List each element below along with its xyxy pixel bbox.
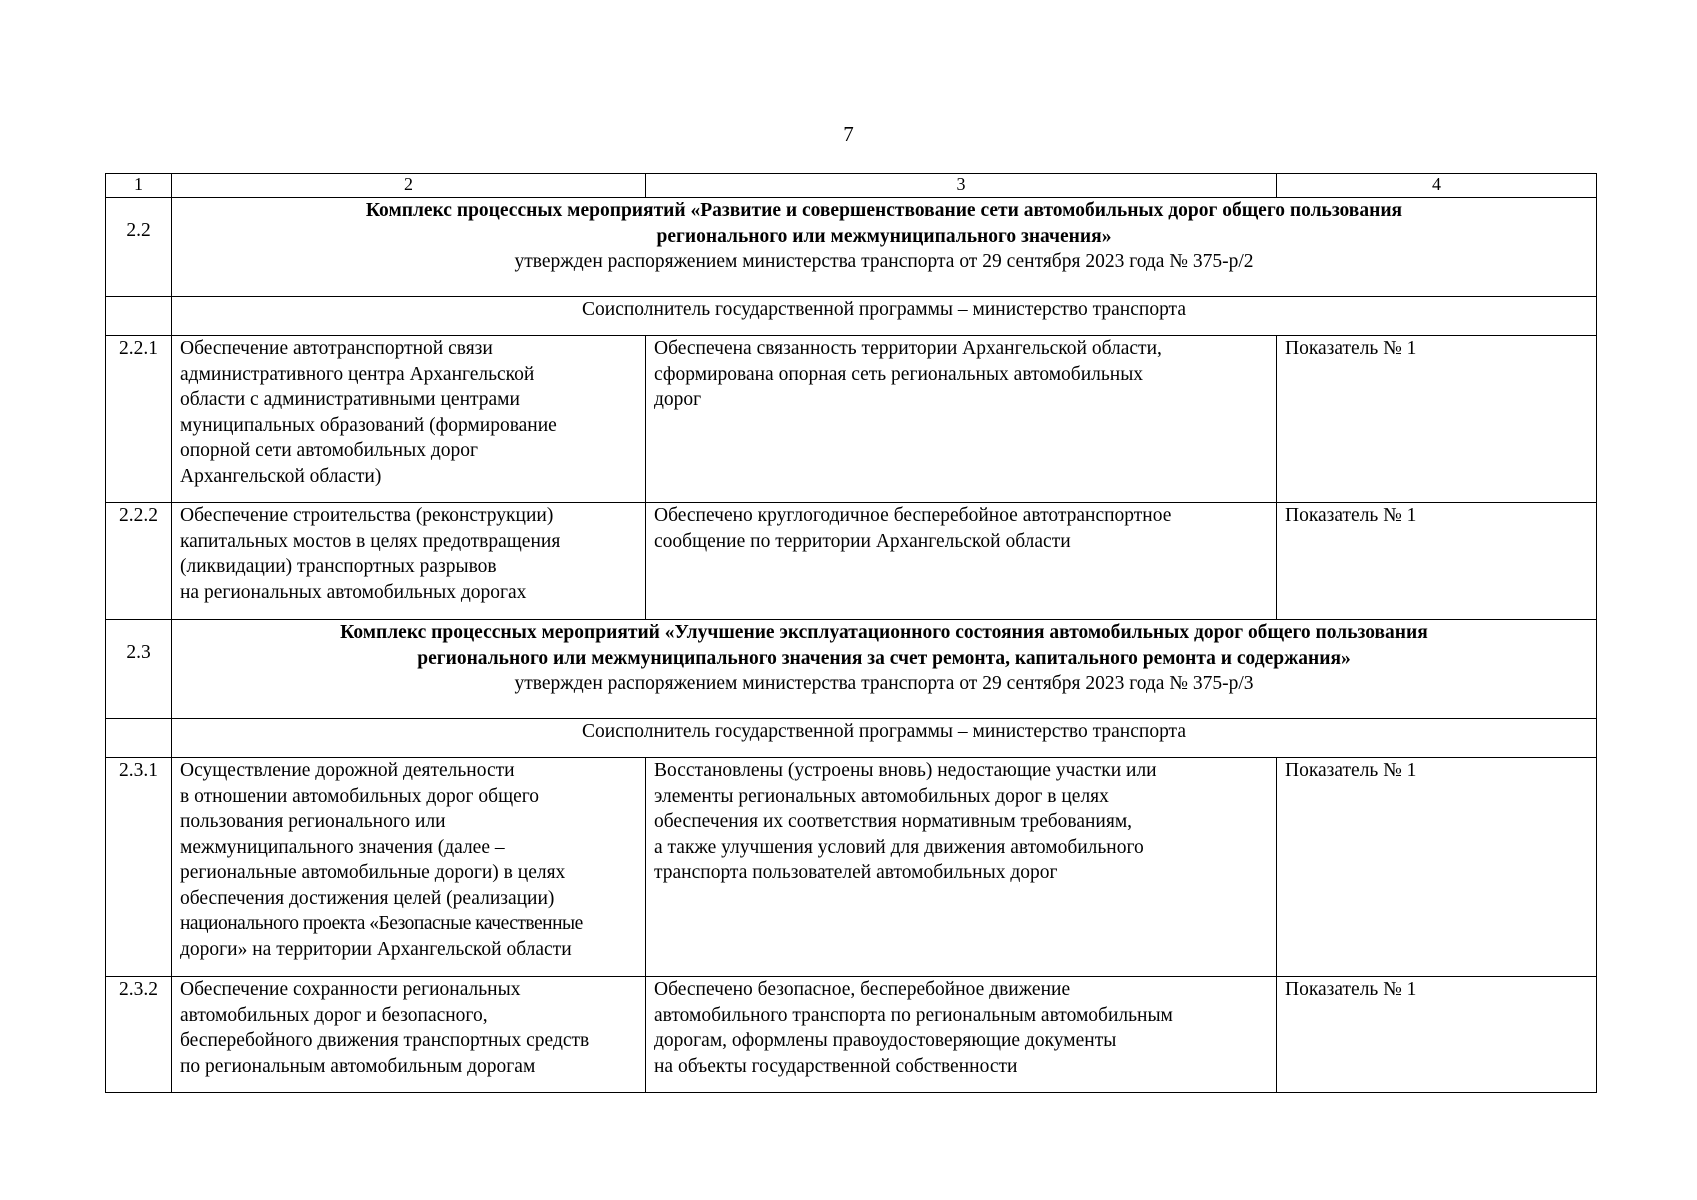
section-approval: утвержден распоряжением министерства транспорта от 29 сентября 2023 года № 375-р/2 — [514, 251, 1254, 272]
result-line: Обеспечено безопасное, бесперебойное движение — [654, 979, 1071, 1000]
coexecutor-row — [106, 297, 1597, 336]
result-cell — [646, 336, 1277, 503]
table-row — [106, 336, 1597, 503]
result-line: сообщение по территории Архангельской области — [654, 530, 1071, 552]
row-number: 2.3.1 — [106, 758, 172, 977]
row-number: 2.2.1 — [106, 336, 172, 503]
measures-table — [105, 173, 1597, 1093]
coexecutor-row — [106, 719, 1597, 758]
indicator-cell: Показатель № 1 — [1277, 503, 1597, 620]
section-title-line: Комплекс процессных мероприятий «Улучшение эксплуатационного состояния автомобильных дорог общего пользования — [340, 622, 1428, 643]
empty-cell — [106, 297, 172, 336]
task-line: национального проекта «Безопасные качественные — [180, 913, 583, 934]
table-row — [106, 503, 1597, 620]
section-title-line: регионального или межмуниципального значения» — [656, 225, 1112, 247]
task-line: на региональных автомобильных дорогах — [180, 581, 527, 603]
result-cell — [646, 758, 1277, 977]
task-line: опорной сети автомобильных дорог — [180, 440, 478, 461]
task-cell — [172, 758, 646, 977]
section-number: 2.2 — [106, 198, 172, 297]
task-line: Архангельской области) — [180, 465, 382, 487]
result-line: обеспечения их соответствия нормативным требованиям, — [654, 811, 1133, 832]
task-line: автомобильных дорог и безопасного, — [180, 1004, 488, 1026]
task-line: (ликвидации) транспортных разрывов — [180, 556, 497, 577]
column-number-3: 3 — [646, 174, 1277, 198]
task-line: по региональным автомобильным дорогам — [180, 1055, 536, 1077]
result-line: Обеспечена связанность территории Архангельской области, — [654, 338, 1162, 359]
result-line: а также улучшения условий для движения автомобильного — [654, 836, 1144, 858]
task-line: межмуниципального значения (далее – — [180, 836, 505, 858]
coexecutor-text: Соисполнитель государственной программы – министерство транспорта — [172, 719, 1597, 758]
task-cell — [172, 336, 646, 503]
section-title-line: Комплекс процессных мероприятий «Развитие и совершенствование сети автомобильных дорог общего пользования — [365, 200, 1403, 221]
task-line: муниципальных образований (формирование — [180, 414, 557, 436]
task-cell — [172, 503, 646, 620]
result-line: дорогам, оформлены правоудостоверяющие документы — [654, 1030, 1117, 1051]
row-number: 2.2.2 — [106, 503, 172, 620]
result-line: Обеспечено круглогодичное бесперебойное автотранспортное — [654, 505, 1172, 526]
task-line: бесперебойного движения транспортных средств — [180, 1030, 590, 1051]
empty-cell — [106, 719, 172, 758]
section-row — [106, 620, 1597, 719]
section-row — [106, 198, 1597, 297]
table-row — [106, 977, 1597, 1093]
task-line: региональные автомобильные дороги) в целях — [180, 862, 566, 883]
task-line: капитальных мостов в целях предотвращения — [180, 530, 561, 552]
task-line: области с административными центрами — [180, 389, 520, 410]
task-line: Осуществление дорожной деятельности — [180, 760, 515, 781]
result-cell — [646, 503, 1277, 620]
result-line: сформирована опорная сеть региональных автомобильных — [654, 363, 1144, 385]
task-line: Обеспечение сохранности региональных — [180, 979, 521, 1000]
task-line: в отношении автомобильных дорог общего — [180, 785, 540, 807]
column-number-row — [106, 174, 1597, 198]
task-line: Обеспечение строительства (реконструкции) — [180, 505, 554, 526]
result-line: на объекты государственной собственности — [654, 1055, 1018, 1077]
result-cell — [646, 977, 1277, 1093]
section-heading — [172, 620, 1597, 719]
indicator-cell: Показатель № 1 — [1277, 977, 1597, 1093]
result-line: элементы региональных автомобильных дорог в целях — [654, 785, 1109, 807]
task-line: обеспечения достижения целей (реализации) — [180, 887, 555, 909]
page-number: 7 — [843, 122, 854, 146]
section-number: 2.3 — [106, 620, 172, 719]
coexecutor-text: Соисполнитель государственной программы – министерство транспорта — [172, 297, 1597, 336]
task-cell — [172, 977, 646, 1093]
task-line: пользования регионального или — [180, 811, 446, 832]
section-title-line: регионального или межмуниципального значения за счет ремонта, капитального ремонта и содержания» — [417, 647, 1351, 669]
task-line: дороги» на территории Архангельской области — [180, 938, 572, 960]
result-line: дорог — [654, 389, 702, 410]
column-number-4: 4 — [1277, 174, 1597, 198]
task-line: административного центра Архангельской — [180, 363, 535, 385]
indicator-cell: Показатель № 1 — [1277, 336, 1597, 503]
section-approval: утвержден распоряжением министерства транспорта от 29 сентября 2023 года № 375-р/3 — [514, 673, 1254, 694]
table-row — [106, 758, 1597, 977]
section-heading — [172, 198, 1597, 297]
task-line: Обеспечение автотранспортной связи — [180, 338, 493, 359]
row-number: 2.3.2 — [106, 977, 172, 1093]
column-number-2: 2 — [172, 174, 646, 198]
column-number-1: 1 — [106, 174, 172, 198]
result-line: транспорта пользователей автомобильных дорог — [654, 862, 1058, 883]
result-line: Восстановлены (устроены вновь) недостающие участки или — [654, 760, 1157, 781]
indicator-cell: Показатель № 1 — [1277, 758, 1597, 977]
result-line: автомобильного транспорта по региональным автомобильным — [654, 1004, 1173, 1026]
